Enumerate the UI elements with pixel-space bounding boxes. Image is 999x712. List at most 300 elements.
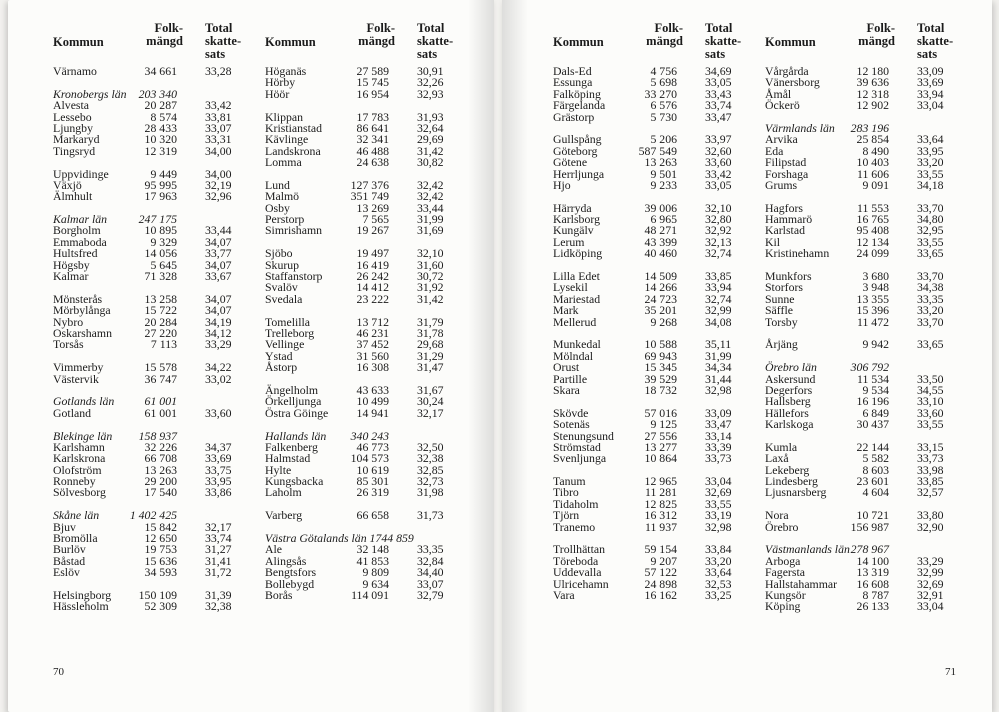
tax-rate-value: 33,29 — [205, 337, 232, 352]
header-skattesats — [417, 22, 453, 61]
population-value: 15 745 — [356, 75, 389, 90]
population-value: 39 529 — [644, 371, 677, 386]
municipality-name: Vårgårda — [765, 64, 809, 78]
tax-rate-value: 33,70 — [917, 269, 944, 284]
population-value: 26 319 — [356, 485, 389, 500]
tax-rate-value: 33,44 — [205, 223, 232, 238]
tax-rate-value: 34,55 — [917, 382, 944, 397]
population-value: 247 175 — [138, 212, 177, 227]
municipality-name: Örebro — [765, 519, 799, 534]
tax-rate-value: 33,95 — [205, 474, 232, 489]
table-column-1 — [53, 22, 253, 613]
population-value: 15 396 — [856, 303, 889, 318]
population-value: 57 122 — [644, 565, 677, 580]
tax-rate-value: 32,98 — [705, 519, 732, 534]
municipality-name: Sölvesborg — [53, 485, 106, 500]
population-value: 66 708 — [144, 451, 177, 466]
tax-rate-value: 33,47 — [705, 109, 732, 124]
municipality-name: Grästorp — [553, 109, 595, 124]
municipality-name: Hagfors — [765, 200, 804, 215]
municipality-name: Kungälv — [553, 223, 594, 238]
tax-rate-value: 34,34 — [705, 360, 732, 375]
population-value: 9 268 — [650, 314, 677, 329]
municipality-name: Kävlinge — [265, 132, 309, 147]
tax-rate-value: 34,19 — [205, 314, 232, 329]
tax-rate-value: 33,35 — [917, 291, 944, 306]
population-value: 34 661 — [144, 64, 177, 78]
tax-rate-value: 32,57 — [917, 485, 944, 500]
tax-rate-value: 33,70 — [917, 200, 944, 215]
table-row — [265, 86, 465, 101]
population-value: 16 308 — [356, 360, 389, 375]
municipality-name: Hjo — [553, 177, 571, 192]
tax-rate-value: 33,67 — [205, 269, 232, 284]
tax-rate-value: 33,98 — [917, 462, 944, 477]
table-row — [765, 314, 965, 329]
population-value: 71 328 — [144, 269, 177, 284]
population-value: 10 864 — [644, 451, 677, 466]
population-value: 16 162 — [644, 587, 677, 602]
population-value: 19 497 — [356, 246, 389, 261]
population-value: 9 449 — [150, 166, 177, 181]
tax-rate-value: 30,72 — [417, 269, 444, 284]
municipality-name: Mellerud — [553, 314, 597, 329]
tax-rate-value: 32,10 — [705, 200, 732, 215]
table-row — [53, 487, 253, 498]
header-kommun: Kommun — [265, 35, 316, 49]
header-kommun: Kommun — [765, 35, 816, 49]
tax-rate-value: 32,80 — [705, 212, 732, 227]
municipality-name: Hässleholm — [53, 599, 109, 614]
municipality-name: Markaryd — [53, 132, 100, 147]
municipality-name: Hörby — [265, 75, 296, 90]
tax-rate-value: 32,84 — [417, 553, 444, 568]
tax-rate-value: 31,47 — [417, 360, 444, 375]
tax-rate-value: 32,96 — [205, 189, 232, 204]
right-page — [502, 0, 992, 712]
tax-rate-value: 33,09 — [705, 405, 732, 420]
population-value: 13 277 — [644, 439, 677, 454]
population-value: 32 148 — [356, 542, 389, 557]
population-value: 12 319 — [144, 143, 177, 158]
population-value: 12 902 — [856, 98, 889, 113]
municipality-name: Trelleborg — [265, 325, 315, 340]
municipality-name: Höör — [265, 86, 290, 101]
tax-rate-value: 33,50 — [917, 371, 944, 386]
tax-rate-value: 34,07 — [205, 303, 232, 318]
table-row — [765, 248, 965, 259]
header-skatt-line1: Total — [917, 21, 945, 35]
table-row — [53, 371, 253, 386]
population-value: 43 633 — [356, 382, 389, 397]
population-value: 9 809 — [362, 565, 389, 580]
population-value: 86 641 — [356, 120, 389, 135]
population-value: 23 222 — [356, 291, 389, 306]
municipality-name: Herrljunga — [553, 166, 605, 181]
table-row — [265, 487, 465, 498]
header-skatt-line2: skatte- — [705, 34, 742, 48]
municipality-name: Svedala — [265, 291, 303, 306]
municipality-name: Skurup — [265, 257, 300, 272]
tax-rate-value: 33,73 — [917, 451, 944, 466]
tax-rate-value: 34,40 — [417, 565, 444, 580]
municipality-name: Orust — [553, 360, 580, 375]
tax-rate-value: 33,70 — [917, 314, 944, 329]
population-value: 11 606 — [856, 166, 889, 181]
population-value: 15 636 — [144, 553, 177, 568]
population-value: 17 540 — [144, 485, 177, 500]
population-value: 8 787 — [862, 587, 889, 602]
municipality-name: Kil — [765, 234, 781, 249]
population-value: 150 109 — [138, 587, 177, 602]
population-value: 26 133 — [856, 599, 889, 614]
municipality-name: Torsås — [53, 337, 84, 352]
municipality-name: Skara — [553, 382, 580, 397]
municipality-name: Lidköping — [553, 246, 603, 261]
population-value: 24 638 — [356, 155, 389, 170]
tax-rate-value: 31,73 — [417, 508, 444, 523]
tax-rate-value: 34,12 — [205, 325, 232, 340]
population-value: 11 472 — [856, 314, 889, 329]
tax-rate-value: 34,08 — [705, 314, 732, 329]
header-kommun: Kommun — [553, 35, 604, 49]
municipality-name: Munkedal — [553, 337, 601, 352]
municipality-name: Älmhult — [53, 189, 93, 204]
header-folkmangd — [335, 22, 395, 48]
population-value: 27 220 — [144, 325, 177, 340]
tax-rate-value: 33,42 — [705, 166, 732, 181]
municipality-name: Karlshamn — [53, 439, 105, 454]
municipality-name: Sjöbo — [265, 246, 293, 261]
municipality-name: Alingsås — [265, 553, 307, 568]
population-value: 13 319 — [856, 565, 889, 580]
municipality-name: Torsby — [765, 314, 798, 329]
population-value: 12 825 — [644, 496, 677, 511]
municipality-name: Grums — [765, 177, 798, 192]
population-value: 12 965 — [644, 474, 677, 489]
population-value: 57 016 — [644, 405, 677, 420]
municipality-name: Ljungby — [53, 120, 93, 135]
population-value: 29 200 — [144, 474, 177, 489]
municipality-name: Tanum — [553, 474, 586, 489]
population-value: 52 309 — [144, 599, 177, 614]
municipality-name: Göteborg — [553, 143, 598, 158]
population-value: 24 898 — [644, 576, 677, 591]
tax-rate-value: 32,99 — [705, 303, 732, 318]
municipality-name: Storfors — [765, 280, 804, 295]
tax-rate-value: 33,55 — [705, 496, 732, 511]
municipality-name: Bromölla — [53, 531, 98, 546]
table-row — [553, 453, 753, 464]
tax-rate-value: 32,69 — [705, 485, 732, 500]
tax-rate-value: 33,42 — [205, 98, 232, 113]
tax-rate-value: 33,05 — [705, 177, 732, 192]
population-value: 23 601 — [856, 474, 889, 489]
population-value: 46 773 — [356, 439, 389, 454]
table-row — [53, 66, 253, 77]
municipality-name: Karlskoga — [765, 417, 814, 432]
tax-rate-value: 30,24 — [417, 394, 444, 409]
population-value: 306 792 — [850, 360, 889, 375]
table-row — [265, 291, 465, 306]
municipality-name: Östra Göinge — [265, 405, 329, 420]
table-rows — [265, 66, 465, 601]
tax-rate-value: 33,31 — [205, 132, 232, 147]
header-skatt-line1: Total — [705, 21, 733, 35]
tax-rate-value: 33,85 — [705, 269, 732, 284]
municipality-name: Tidaholm — [553, 496, 599, 511]
population-value: 15 345 — [644, 360, 677, 375]
population-value: 10 403 — [856, 155, 889, 170]
header-skatt-line3: sats — [705, 47, 726, 61]
municipality-name: Mönsterås — [53, 291, 103, 306]
table-row — [553, 314, 753, 329]
municipality-name: Örkelljunga — [265, 394, 322, 409]
population-value: 24 723 — [644, 291, 677, 306]
tax-rate-value: 32,17 — [417, 405, 444, 420]
municipality-name: Uppvidinge — [53, 166, 109, 181]
column-header — [265, 22, 465, 62]
tax-rate-value: 31,27 — [205, 542, 232, 557]
municipality-name: Lysekil — [553, 280, 588, 295]
municipality-name: Burlöv — [53, 542, 86, 557]
table-rows — [765, 66, 965, 613]
header-skatt-line1: Total — [205, 21, 233, 35]
municipality-name: Arvika — [765, 132, 798, 147]
municipality-name: Hylte — [265, 462, 292, 477]
municipality-name: Lomma — [265, 155, 302, 170]
tax-rate-value: 33,60 — [705, 155, 732, 170]
population-value: 340 243 — [350, 428, 389, 443]
tax-rate-value: 31,69 — [417, 223, 444, 238]
municipality-name: Köping — [765, 599, 801, 614]
population-value: 95 995 — [144, 177, 177, 192]
municipality-name: Partille — [553, 371, 588, 386]
tax-rate-value: 34,18 — [917, 177, 944, 192]
population-value: 104 573 — [350, 451, 389, 466]
population-value: 39 636 — [856, 75, 889, 90]
population-value: 26 242 — [356, 269, 389, 284]
population-value: 16 312 — [644, 508, 677, 523]
tax-rate-value: 32,85 — [417, 462, 444, 477]
tax-rate-value: 29,69 — [417, 132, 444, 147]
population-value: 19 753 — [144, 542, 177, 557]
tax-rate-value: 32,50 — [417, 439, 444, 454]
municipality-name: Lekeberg — [765, 462, 810, 477]
population-value: 39 006 — [644, 200, 677, 215]
tax-rate-value: 32,79 — [417, 587, 444, 602]
tax-rate-value: 34,07 — [205, 291, 232, 306]
population-value: 13 263 — [644, 155, 677, 170]
population-value: 13 258 — [144, 291, 177, 306]
header-folkmangd — [835, 22, 895, 48]
population-value: 9 634 — [362, 576, 389, 591]
tax-rate-value: 33,77 — [205, 246, 232, 261]
population-value: 46 488 — [356, 143, 389, 158]
municipality-name: Osby — [265, 200, 290, 215]
municipality-name: Kalmar — [53, 269, 89, 284]
municipality-name: Uddevalla — [553, 565, 602, 580]
population-value: 14 100 — [856, 553, 889, 568]
population-value: 4 756 — [650, 64, 677, 78]
municipality-name: Emmaboda — [53, 234, 107, 249]
municipality-name: Bollebygd — [265, 576, 315, 591]
municipality-name: Eslöv — [53, 565, 80, 580]
population-value: 36 747 — [144, 371, 177, 386]
tax-rate-value: 32,73 — [417, 474, 444, 489]
tax-rate-value: 29,68 — [417, 337, 444, 352]
population-value: 13 263 — [144, 462, 177, 477]
tax-rate-value: 33,43 — [705, 86, 732, 101]
tax-rate-value: 32,53 — [705, 576, 732, 591]
table-row — [53, 271, 253, 282]
tax-rate-value: 33,28 — [205, 64, 232, 78]
header-skatt-line2: skatte- — [417, 34, 454, 48]
population-value: 6 576 — [650, 98, 677, 113]
tax-rate-value: 33,81 — [205, 109, 232, 124]
population-value: 16 765 — [856, 212, 889, 227]
municipality-name: Svenljunga — [553, 451, 607, 466]
municipality-name: Trollhättan — [553, 542, 605, 557]
population-value: 61 001 — [144, 405, 177, 420]
tax-rate-value: 33,65 — [917, 337, 944, 352]
table-rows — [53, 66, 253, 613]
tax-rate-value: 33,39 — [705, 439, 732, 454]
population-value: 9 125 — [650, 417, 677, 432]
municipality-name: Degerfors — [765, 382, 813, 397]
header-folk-line2: mängd — [646, 34, 683, 48]
tax-rate-value: 33,69 — [917, 75, 944, 90]
tax-rate-value: 33,10 — [917, 394, 944, 409]
municipality-name: Svalöv — [265, 280, 298, 295]
municipality-name: Mörbylånga — [53, 303, 111, 318]
tax-rate-value: 33,69 — [205, 451, 232, 466]
population-value: 10 619 — [356, 462, 389, 477]
table-row — [765, 419, 965, 430]
municipality-name: Ystad — [265, 348, 293, 363]
population-value: 22 144 — [856, 439, 889, 454]
municipality-name: Bjuv — [53, 519, 76, 534]
population-value: 9 501 — [650, 166, 677, 181]
tax-rate-value: 33,44 — [417, 200, 444, 215]
municipality-name: Alvesta — [53, 98, 90, 113]
tax-rate-value: 32,17 — [205, 519, 232, 534]
municipality-name: Karlsborg — [553, 212, 600, 227]
tax-rate-value: 33,15 — [917, 439, 944, 454]
tax-rate-value: 33,64 — [705, 565, 732, 580]
population-value: 5 206 — [650, 132, 677, 147]
tax-rate-value: 33,86 — [205, 485, 232, 500]
tax-rate-value: 31,98 — [417, 485, 444, 500]
population-value: 10 499 — [356, 394, 389, 409]
municipality-name: Fagersta — [765, 565, 805, 580]
header-skatt-line3: sats — [917, 47, 938, 61]
tax-rate-value: 32,26 — [417, 75, 444, 90]
tax-rate-value: 33,05 — [705, 75, 732, 90]
municipality-name: Högsby — [53, 257, 90, 272]
municipality-name: Mariestad — [553, 291, 601, 306]
page-number-right: 71 — [945, 666, 956, 678]
municipality-name: Lerum — [553, 234, 585, 249]
tax-rate-value: 32,92 — [705, 223, 732, 238]
municipality-name: Vara — [553, 587, 575, 602]
county-name: Kalmar län — [53, 212, 108, 227]
population-value: 31 560 — [356, 348, 389, 363]
tax-rate-value: 33,25 — [705, 587, 732, 602]
population-value: 283 196 — [850, 120, 889, 135]
municipality-name: Vimmerby — [53, 360, 104, 375]
tax-rate-value: 32,42 — [417, 177, 444, 192]
county-name: Kronobergs län — [53, 86, 127, 101]
population-value: 14 412 — [356, 280, 389, 295]
population-value: 32 226 — [144, 439, 177, 454]
tax-rate-value: 32,69 — [917, 576, 944, 591]
tax-rate-value: 33,07 — [205, 120, 232, 135]
population-value: 14 509 — [644, 269, 677, 284]
header-skatt-line3: sats — [205, 47, 226, 61]
tax-rate-value: 33,35 — [417, 542, 444, 557]
municipality-name: Åstorp — [265, 360, 298, 375]
header-folk-line1: Folk- — [154, 21, 183, 35]
tax-rate-value: 31,78 — [417, 325, 444, 340]
tax-rate-value: 33,55 — [917, 166, 944, 181]
table-row — [553, 587, 753, 602]
population-value: 9 329 — [150, 234, 177, 249]
population-value: 35 201 — [644, 303, 677, 318]
tax-rate-value: 34,80 — [917, 212, 944, 227]
municipality-name: Gullspång — [553, 132, 602, 147]
municipality-name: Klippan — [265, 109, 304, 124]
municipality-name: Laholm — [265, 485, 302, 500]
municipality-name: Filipstad — [765, 155, 807, 170]
tax-rate-value: 33,20 — [917, 303, 944, 318]
municipality-name: Olofström — [53, 462, 102, 477]
population-value: 127 376 — [350, 177, 389, 192]
municipality-name: Landskrona — [265, 143, 321, 158]
population-value: 16 954 — [356, 86, 389, 101]
header-skatt-line2: skatte- — [917, 34, 954, 48]
population-value: 18 732 — [644, 382, 677, 397]
tax-rate-value: 33,64 — [917, 132, 944, 147]
population-value: 10 588 — [644, 337, 677, 352]
population-value: 6 965 — [650, 212, 677, 227]
municipality-name: Tomelilla — [265, 314, 311, 329]
table-row — [265, 157, 465, 168]
municipality-name: Öckerö — [765, 98, 800, 113]
table-column-2 — [265, 22, 465, 601]
population-value: 5 730 — [650, 109, 677, 124]
tax-rate-value: 33,55 — [917, 417, 944, 432]
population-value: 46 231 — [356, 325, 389, 340]
tax-rate-value: 31,42 — [417, 143, 444, 158]
tax-rate-value: 31,79 — [417, 314, 444, 329]
table-row — [53, 191, 253, 202]
population-value: 17 963 — [144, 189, 177, 204]
municipality-name: Västervik — [53, 371, 99, 386]
county-name: Gotlands län — [53, 394, 115, 409]
municipality-name: Ronneby — [53, 474, 96, 489]
population-value: 16 419 — [356, 257, 389, 272]
tax-rate-value: 33,29 — [917, 553, 944, 568]
municipality-name: Hammarö — [765, 212, 813, 227]
population-value: 158 937 — [138, 428, 177, 443]
population-value: 10 320 — [144, 132, 177, 147]
municipality-name: Säffle — [765, 303, 793, 318]
municipality-name: Åmål — [765, 86, 792, 101]
tax-rate-value: 33,74 — [205, 531, 232, 546]
municipality-name: Sotenäs — [553, 417, 590, 432]
tax-rate-value: 33,95 — [917, 143, 944, 158]
